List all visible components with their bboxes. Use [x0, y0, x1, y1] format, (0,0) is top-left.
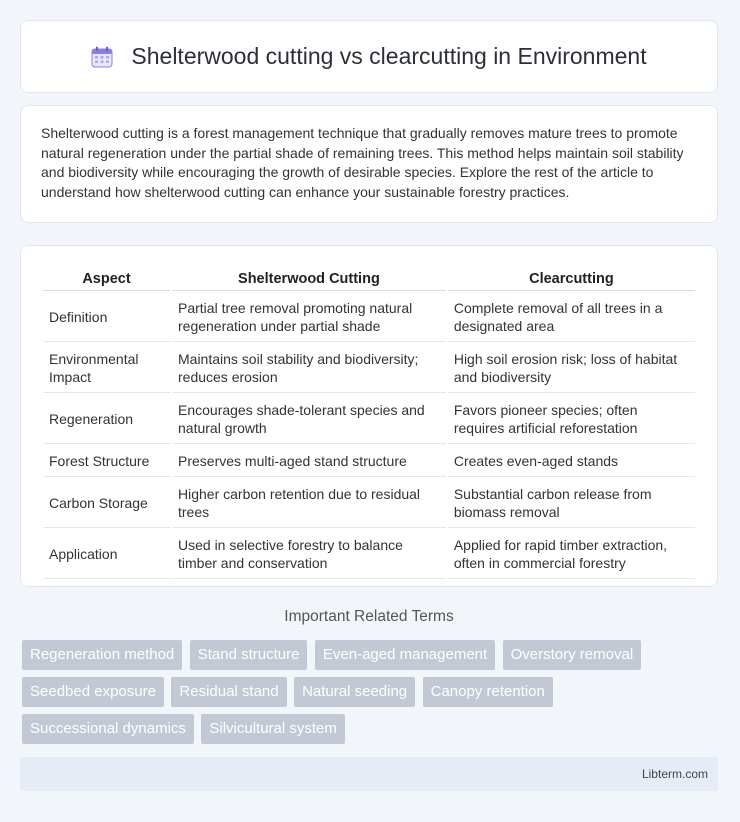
table-row	[43, 530, 695, 579]
clearcutting-cell: Favors pioneer species; often requires artificial reforestation	[448, 395, 695, 444]
aspect-cell: Forest Structure	[43, 446, 170, 477]
clearcutting-cell: Complete removal of all trees in a designated area	[448, 293, 695, 342]
aspect-cell: Carbon Storage	[43, 479, 170, 528]
comparison-table	[41, 266, 697, 581]
tag-stand-structure[interactable]: Stand structure	[190, 640, 308, 670]
table-row	[43, 344, 695, 393]
aspect-cell: Definition	[43, 293, 170, 342]
footer	[20, 757, 718, 791]
tag-silvicultural-system[interactable]: Silvicultural system	[201, 714, 345, 744]
table-row	[43, 479, 695, 528]
tag-residual-stand[interactable]: Residual stand	[171, 677, 286, 707]
comparison-table-card	[20, 245, 718, 587]
tag-successional-dynamics[interactable]: Successional dynamics	[22, 714, 194, 744]
intro-paragraph: Shelterwood cutting is a forest management technique that gradually removes mature trees to promote natural regeneration under the partial shade of remaining trees. This method helps maintain soil stability and biodiversity while encouraging the growth of desirable species. Explore the rest of the article to understand how shelterwood cutting can enhance your sustainable forestry practices.	[41, 125, 684, 200]
calendar-icon	[91, 46, 113, 68]
aspect-cell: Environmental Impact	[43, 344, 170, 393]
shelterwood-cell: Preserves multi-aged stand structure	[172, 446, 446, 477]
tag-regeneration-method[interactable]: Regeneration method	[22, 640, 182, 670]
clearcutting-cell: High soil erosion risk; loss of habitat and biodiversity	[448, 344, 695, 393]
tag-seedbed-exposure[interactable]: Seedbed exposure	[22, 677, 164, 707]
intro-card	[20, 105, 718, 223]
tag-natural-seeding[interactable]: Natural seeding	[294, 677, 415, 707]
header-shelterwood: Shelterwood Cutting	[172, 268, 446, 291]
header-aspect: Aspect	[43, 268, 170, 291]
clearcutting-cell: Substantial carbon release from biomass removal	[448, 479, 695, 528]
table-header-row	[43, 268, 695, 291]
aspect-cell: Application	[43, 530, 170, 579]
clearcutting-cell: Creates even-aged stands	[448, 446, 695, 477]
shelterwood-cell: Partial tree removal promoting natural regeneration under partial shade	[172, 293, 446, 342]
shelterwood-cell: Higher carbon retention due to residual trees	[172, 479, 446, 528]
table-row	[43, 293, 695, 342]
header-clearcutting: Clearcutting	[448, 268, 695, 291]
related-terms-title: Important Related Terms	[284, 608, 454, 625]
shelterwood-cell: Maintains soil stability and biodiversity; reduces erosion	[172, 344, 446, 393]
footer-link[interactable]: Libterm.com	[641, 767, 708, 781]
clearcutting-cell: Applied for rapid timber extraction, often in commercial forestry	[448, 530, 695, 579]
tag-overstory-removal[interactable]: Overstory removal	[503, 640, 642, 670]
table-row	[43, 395, 695, 444]
table-row	[43, 446, 695, 477]
aspect-cell: Regeneration	[43, 395, 170, 444]
title-card	[20, 20, 718, 93]
tag-canopy-retention[interactable]: Canopy retention	[423, 677, 553, 707]
page-title: Shelterwood cutting vs clearcutting in Environment	[131, 43, 647, 69]
tag-even-aged-management[interactable]: Even-aged management	[315, 640, 495, 670]
related-terms-section	[20, 608, 718, 626]
shelterwood-cell: Used in selective forestry to balance timber and conservation	[172, 530, 446, 579]
related-tags	[22, 640, 712, 751]
shelterwood-cell: Encourages shade-tolerant species and natural growth	[172, 395, 446, 444]
